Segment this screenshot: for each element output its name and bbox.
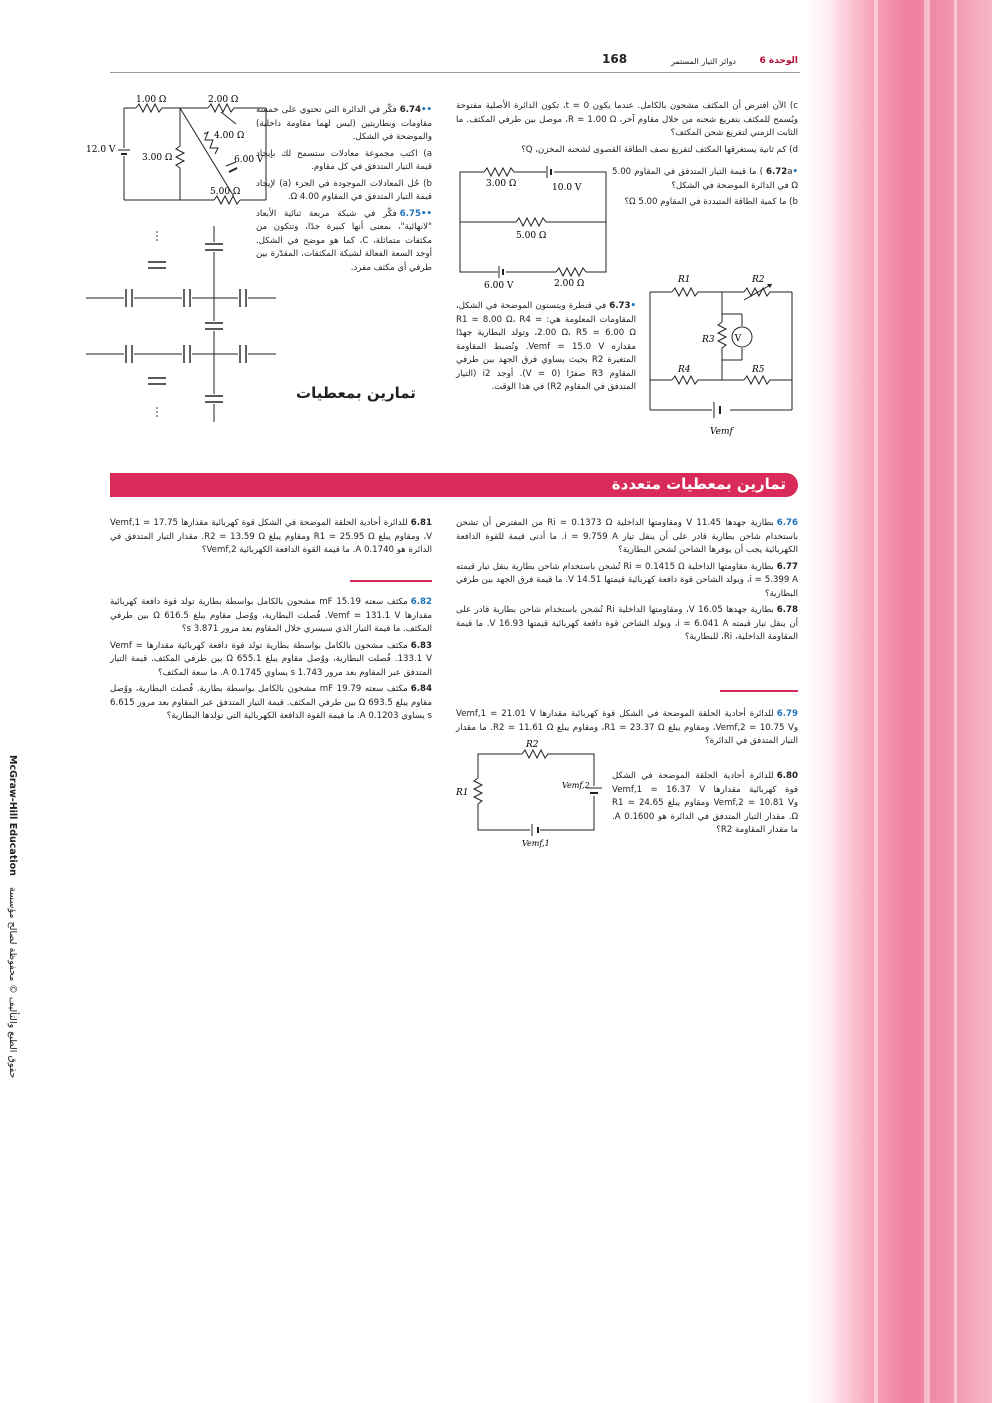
- q674-number: 6.74: [399, 105, 421, 115]
- section-bar: [110, 473, 798, 497]
- q680-text: للدائرة أحادية الحلقة الموضحة في الشكل قوة كهربائية مقدارها Vemf,1 = 16.37 V وVemf,2 = 10.81 V ومقاوم يبلغ R1 = 24.65 Ω. مقدار التيار المتدفق في الدائرة هو 0.1600 A. ما مقدار المقاومة R2؟: [612, 771, 799, 835]
- figure-679-single-loop: [454, 738, 604, 848]
- q674-text: فكّر في الدائرة التي تحتوي على خمسة مقاومات وبطاريتين (ليس لهما مقاومة داخلية) والموضحة في الشكل.: [256, 105, 432, 142]
- label-10v: 10.0 V: [552, 183, 582, 193]
- label-3ohm-674: 3.00 Ω: [142, 153, 173, 163]
- q681-number: 6.81: [410, 518, 432, 528]
- label-r1: R1: [678, 275, 691, 285]
- q682-text: مكثف سعته 15.19 mF مشحون بالكامل بواسطة بطارية تولد قوة دافعة كهربائية مقدارها Vemf = 131.1 V. فُصلت البطارية، ووُصل مقاوم يبلغ 616.5 Ω بين طرفي المكثف. ما قيمة التيار الذي سيسري خلال المقاوم بعد مرور 3.871 s؟: [110, 597, 433, 634]
- left-bottom-column-2: [110, 596, 432, 727]
- q684-text: مكثف سعته 19.79 mF مشحون بالكامل بواسطة بطارية. فُصلت البطارية، ووُصل مقاوم يبلغ 693.5 Ω بين طرفي المكثف. قيمة التيار المتدفق عبر المقاوم بعد مرور 6.615 s يساوي 0.1203 A. ما قيمة القوة الدافعة الكهربائية التي تولدها البطارية؟: [110, 684, 433, 721]
- q676-number: 6.76: [776, 518, 799, 528]
- label-2ohm: 2.00 Ω: [554, 279, 585, 289]
- q672-block: •6.72a) ما قيمة التيار المتدفق في المقاوم 5.00 Ω في الدائرة الموضحة في الشكل؟ b) ما كمية الطاقة المتبددة في المقاوم 5.00 Ω؟: [612, 166, 798, 213]
- q679-text: للدائرة أحادية الحلقة الموضحة في الشكل قوة كهربائية مقدارها Vemf,1 = 21.01 V وVemf,2 = 10.75 V، ومقاوم يبلغ R1 = 23.37 Ω، ومقاوم يبلغ R2 = 11.61 Ω. ما مقدار التيار المتدفق في الدائرة؟: [456, 709, 798, 746]
- label-6v: 6.00 V: [484, 281, 514, 291]
- q673-text: في قنطرة ويتستون الموضحة في الشكل، المقاومات المعلومة هي: R1 = 8.00 Ω، R4 = 2.00 Ω، R5 = 6.00 Ω، وتولد البطارية جهدًا مقداره Vemf = 15.0 V. وتُضبط المقاومة المتغيرة R2 بحيث يساوي فرق الجهد بين طرفي المقاوم R3 صفرًا (V = 0). أوجد i2 (التيار المتدفق في المقاوم R2) في هذا الوقت.: [456, 301, 636, 392]
- header-rule: [110, 72, 800, 73]
- q680-number: 6.80: [776, 771, 798, 781]
- label-voltmeter: V: [734, 334, 742, 344]
- label-5ohm-674: 5.00 Ω: [210, 187, 241, 197]
- page-header: [600, 52, 798, 72]
- rights-text: حقوق الطبع والتأليف © محفوظة لصالح مؤسسة: [7, 886, 18, 1079]
- label-4ohm: 4.00 Ω: [214, 131, 245, 141]
- q677-number: 6.77: [776, 561, 798, 572]
- page-number: 168: [602, 52, 628, 66]
- label-3ohm: 3.00 Ω: [486, 179, 517, 189]
- right-top-column: [456, 100, 798, 160]
- figure-673-wheatstone-bridge: [640, 270, 800, 440]
- q673-number: 6.73: [609, 301, 631, 311]
- figure-675-capacitor-grid: [86, 226, 276, 422]
- left-bottom-column: [110, 517, 432, 561]
- publisher-name: McGraw-Hill Education: [7, 755, 18, 876]
- copyright-vertical: [7, 755, 18, 1078]
- label-r2-679: R2: [526, 740, 539, 750]
- q674-block: ••6.74فكّر في الدائرة التي تحتوي على خمسة مقاومات وبطاريتين (ليس لهما مقاومة داخلية) والموضحة في الشكل. a) اكتب مجموعة معادلات ستسمح لك بإيجاد قيمة التيار المتدفق في كل مقاوم. b) حُل المعادلات الموجودة في الجزء (a) لإيجاد قيمة التيار المتدفق في المقاوم 4.00 Ω. ••6.75فكّر في شبكة مربعة ثنائية الأبعاد "لانهائية"، بمعنى أنها كبيرة جدًا، وتتكون من مكثفات متماثلة، C، كما هو موضح في الشكل. أوجد السعة الفعالة لشبكة المكثفات، المقدّرة بين طرفي أي مكثف مفرد.: [256, 105, 432, 273]
- chapter-title: دوائر التيار المستمر: [670, 57, 736, 66]
- section-title: تمارين بمعطيات متعددة: [611, 475, 786, 493]
- label-vemf1: Vemf,1: [522, 839, 550, 848]
- q672-number: 6.72: [766, 167, 788, 177]
- capacitor-symbols: [126, 244, 246, 402]
- label-vemf: Vemf: [710, 427, 733, 437]
- q683-number: 6.83: [410, 640, 433, 651]
- q672-part-a: a) ما قيمة التيار المتدفق في المقاوم 5.00 Ω في الدائرة الموضحة في الشكل؟: [612, 167, 798, 191]
- q681-text: للدائرة أحادية الحلقة الموضحة في الشكل قوة كهربائية مقدارها Vemf,1 = 17.75 V، ومقاوم يبلغ R1 = 25.95 Ω ومقاوم يبلغ R2 = 13.59 Ω. مقدار التيار المتدفق في الدائرة هو 0.1740 A. ما قيمة القوة الدافعة الكهربائية Vemf,2؟: [110, 518, 432, 555]
- q673-block: •6.73في قنطرة ويتستون الموضحة في الشكل، المقاومات المعلومة هي: R1 = 8.00 Ω، R4 = 2.00 Ω، R5 = 6.00 Ω، وتولد البطارية جهدًا مقداره Vemf = 15.0 V. وتُضبط المقاومة المتغيرة R2 بحيث يساوي فرق الجهد بين طرفي المقاوم R3 صفرًا (V = 0). أوجد i2 (التيار المتدفق في المقاوم R2) في هذا الوقت.: [456, 301, 636, 392]
- q683-text: مكثف مشحون بالكامل بواسطة بطارية تولد قوة دافعة كهربائية مقدارها Vemf = 133.1 V. فُصلت البطارية، ووُصل مقاوم يبلغ 655.1 Ω بين طرفي المكثف. قيمة التيار المتدفق عبر المقاوم بعد مرور 1.743 s يساوي 0.1745 A. ما سعة المكثف؟: [110, 640, 432, 678]
- q675-text: فكّر في شبكة مربعة ثنائية الأبعاد "لانهائية"، بمعنى أنها كبيرة جدًا، وتتكون من مكثفات متماثلة، C، كما هو موضح في الشكل. أوجد السعة الفعالة لشبكة المكثفات، المقدّرة بين طرفي أي مكثف مفرد.: [256, 208, 432, 273]
- q671-part-c: c) الآن افترض أن المكثف مشحون بالكامل. عندما يكون t = 0، تكون الدائرة الأصلية مفتوحة ويُسمح للمكثف بتفريغ شحنه من خلال مقاوم آخر، R = 1.00 Ω، موصل بين طرفي المكثف. ما الثابت الزمني لتفريغ شحن المكثف؟: [456, 101, 798, 138]
- label-1ohm: 1.00 Ω: [136, 95, 167, 105]
- q679-number: 6.79: [776, 709, 798, 719]
- q675-number: 6.75: [399, 208, 421, 219]
- label-r3: R3: [702, 335, 715, 345]
- label-5ohm: 5.00 Ω: [516, 231, 547, 241]
- exercises-subheading: تمارين بمعطيات: [296, 384, 416, 402]
- label-r2: R2: [752, 275, 765, 285]
- label-r5: R5: [752, 365, 765, 375]
- divider-left: [350, 580, 432, 582]
- q682-number: 6.82: [410, 597, 432, 607]
- q677-text: بطارية مقاومتها الداخلية Ri = 0.1415 Ω تُشحن باستخدام شاحن بطارية ينقل تيار قيمته i = 5.399 A، ويولد الشاحن قوة دافعة كهربائية قيمتها 14.51 V. ما قيمة فرق الجهد بين طرفي البطارية؟: [456, 561, 798, 599]
- label-vemf2: Vemf,2: [562, 781, 590, 790]
- right-bottom-column: [456, 517, 798, 648]
- q674-part-a: a) اكتب مجموعة معادلات ستسمح لك بإيجاد قيمة التيار المتدفق في كل مقاوم.: [256, 148, 432, 172]
- q678-text: بطارية جهدها 16.05 V، ومقاومتها الداخلية Ri تُشحن باستخدام شاحن بطارية قادر على أن ينقل تيار قيمته i = 6.041 A، ويولد الشاحن قوة دافعة كهربائية قيمتها 16.93 V. ما قيمة المقاومة الداخلية، Ri، للبطارية؟: [456, 605, 798, 642]
- label-6v-674: 6.00 V: [234, 155, 264, 165]
- unit-label: الوحدة 6: [759, 56, 798, 66]
- divider-right: [720, 690, 798, 692]
- q676-text: بطارية جهدها 11.45 V ومقاومتها الداخلية Ri = 0.1373 Ω من المفترض أن تشحن باستخدام شاحن بطارية قادر على أن ينقل تيار i = 9.759 A. ما أدنى قيمة للقوة الدافعة الكهربائية يجب أن يوفرها الشاحن لشحن البطارية؟: [456, 518, 799, 555]
- label-r4: R4: [678, 365, 691, 375]
- label-2ohm-674: 2.00 Ω: [208, 95, 239, 105]
- q684-number: 6.84: [410, 684, 432, 694]
- label-r1-679: R1: [456, 788, 469, 798]
- figure-672-circuit: [454, 166, 610, 292]
- q671-part-d: d) كم ثانية يستغرقها المكثف لتفريغ نصف الطاقة القصوى لشحنه المخزن، Q؟: [521, 144, 798, 155]
- q672-part-b: b) ما كمية الطاقة المتبددة في المقاوم 5.00 Ω؟: [624, 197, 798, 207]
- q680-block: [612, 770, 798, 841]
- q674-part-b: b) حُل المعادلات الموجودة في الجزء (a) لإيجاد قيمة التيار المتدفق في المقاوم 4.00 Ω.: [256, 178, 432, 202]
- label-12v: 12.0 V: [86, 145, 116, 155]
- decorative-side-strip: [804, 0, 992, 1403]
- q678-number: 6.78: [776, 605, 798, 615]
